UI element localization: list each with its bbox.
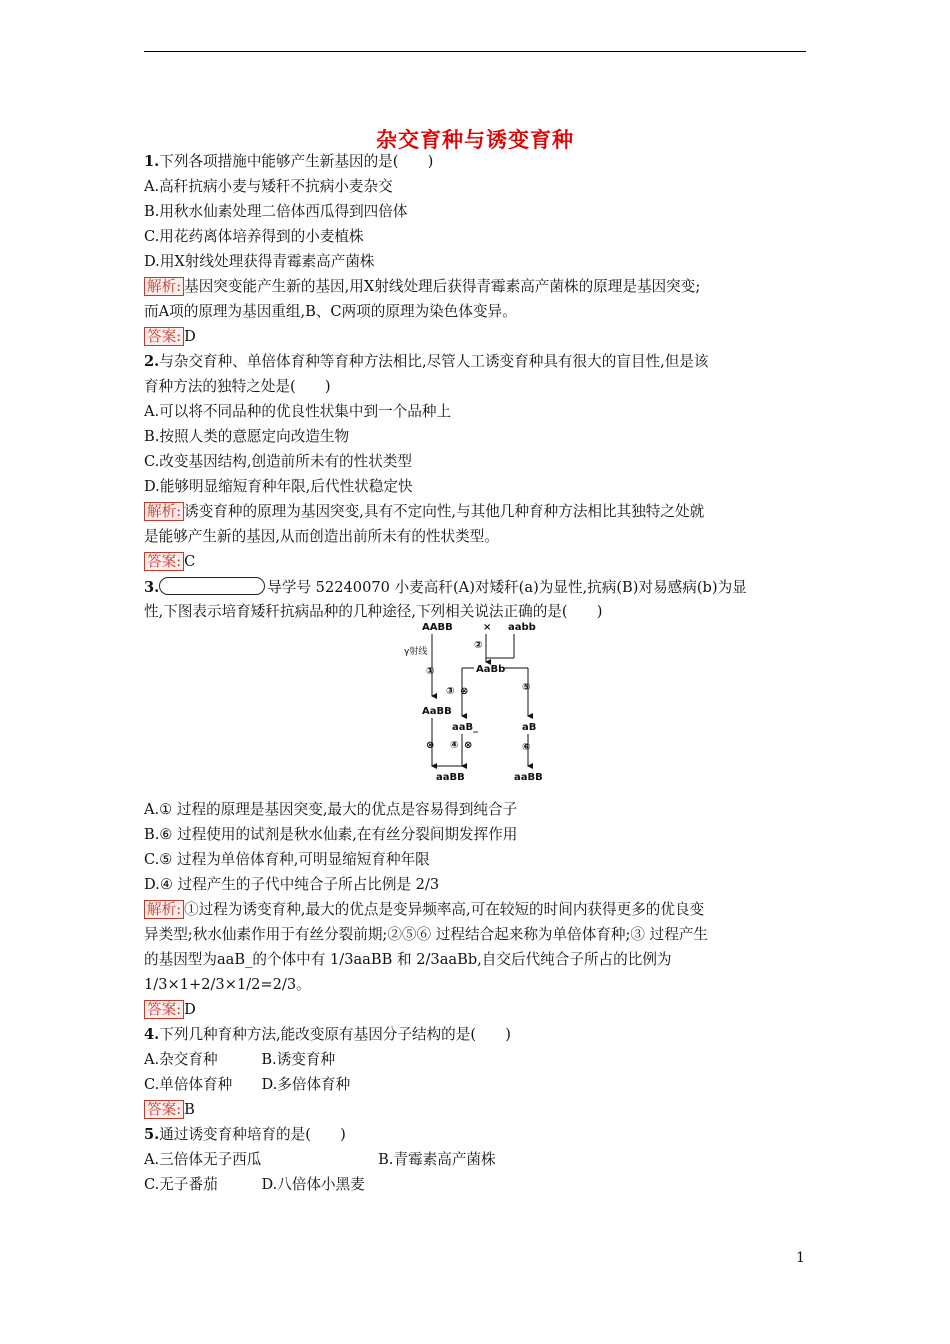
text-line (144, 302, 517, 322)
text-line (144, 527, 499, 547)
line-text: C.改变基因结构,创造前所未有的性状类型 (144, 453, 413, 470)
text-line (144, 875, 439, 895)
text-line (144, 800, 517, 820)
line-text: C.单倍体育种 D.多倍体育种 (144, 1076, 351, 1093)
answer-label: 答案: (144, 1000, 184, 1019)
line-text: 异类型;秋水仙素作用于有丝分裂前期;②⑤⑥ 过程结合起来称为单倍体育种;③ 过程产生 (144, 926, 709, 943)
text-line (144, 427, 349, 447)
page-title: 杂交育种与诱变育种 (376, 128, 574, 152)
text-line (144, 850, 430, 870)
text-line (144, 402, 451, 422)
text-line (144, 452, 412, 472)
line-text: A.杂交育种 B.诱变育种 (144, 1051, 336, 1068)
genotype-aab-partial: aaB_ (452, 722, 479, 733)
self-symbol-left: ⊗ (426, 740, 435, 751)
line-text: B.用秋水仙素处理二倍体西瓜得到四倍体 (144, 203, 408, 220)
genotype-f1: AaBb (476, 664, 506, 675)
text-line (144, 975, 311, 995)
line-text: C.用花药离体培养得到的小麦植株 (144, 228, 364, 245)
text-line (144, 477, 413, 497)
step-3-label: ③ (446, 686, 455, 697)
line-text: 导学号 52240070 小麦高秆(A)对矮秆(a)为显性,抗病(B)对易感病(b)为显 (267, 579, 747, 596)
line-text: 1/3×1+2/3×1/2=2/3。 (144, 976, 311, 993)
text-line (144, 1000, 196, 1020)
line-text: A.① 过程的原理是基因突变,最大的优点是容易得到纯合子 (144, 801, 518, 818)
line-text: A.高秆抗病小麦与矮秆不抗病小麦杂交 (144, 178, 393, 195)
answer-label: 答案: (144, 552, 184, 571)
line-text: C (184, 553, 196, 570)
line-text: 而A项的原理为基因重组,B、C两项的原理为染色体变异。 (144, 303, 517, 320)
text-line (144, 1175, 365, 1195)
line-text: ①过程为诱变育种,最大的优点是变异频率高,可在较短的时间内获得更多的优良变 (184, 901, 705, 918)
text-line (144, 950, 672, 970)
line-text: B (184, 1101, 195, 1118)
step-6-label: ⑥ (522, 742, 531, 753)
line-text: 下列各项措施中能够产生新基因的是( ) (159, 153, 434, 170)
question-number: 3. (144, 579, 160, 596)
text-line (144, 900, 704, 920)
text-line (144, 502, 704, 522)
line-text: D (184, 328, 196, 345)
genotype-aabb-parent: AABB (422, 622, 453, 633)
answer-label: 答案: (144, 1100, 184, 1119)
genotype-aabb-mutant: AaBB (422, 706, 452, 717)
self-symbol-3: ⊗ (460, 686, 469, 697)
line-text: A.可以将不同品种的优良性状集中到一个品种上 (144, 403, 452, 420)
text-line (144, 202, 407, 222)
text-line (144, 552, 195, 572)
line-text: 是能够产生新的基因,从而创造出前所未有的性状类型。 (144, 528, 499, 545)
genotype-ab: aB (522, 722, 537, 733)
analysis-label: 解析: (144, 502, 184, 521)
text-line (144, 1050, 335, 1070)
line-text: B.⑥ 过程使用的试剂是秋水仙素,在有丝分裂间期发挥作用 (144, 826, 518, 843)
line-text: B.按照人类的意愿定向改造生物 (144, 428, 350, 445)
text-line (144, 152, 433, 172)
step-1-label: ① (426, 666, 435, 677)
text-line (144, 352, 709, 372)
text-line (144, 277, 700, 297)
cross-symbol: × (483, 622, 492, 633)
question-number: 4. (144, 1026, 160, 1043)
text-line (144, 925, 708, 945)
question-number: 2. (144, 353, 160, 370)
step-5-label: ⑤ (522, 682, 531, 693)
line-text: D.④ 过程产生的子代中纯合子所占比例是 2/3 (144, 876, 440, 893)
line-text: C.⑤ 过程为单倍体育种,可明显缩短育种年限 (144, 851, 430, 868)
step-4-label: ④ (450, 740, 459, 751)
genotype-aabb-parent2: aabb (508, 622, 536, 633)
step-2-label: ② (474, 640, 483, 651)
line-text: 诱变育种的原理为基因突变,具有不定向性,与其他几种育种方法相比其独特之处就 (184, 503, 705, 520)
text-line (144, 327, 196, 347)
text-line (144, 825, 517, 845)
self-symbol-4: ⊗ (464, 740, 473, 751)
question-number: 1. (144, 153, 160, 170)
page-number: 1 (796, 1250, 805, 1266)
line-text: D (184, 1001, 196, 1018)
text-line (144, 227, 364, 247)
line-text: D.用X射线处理获得青霉素高产菌株 (144, 253, 375, 270)
genotype-aabb-result2: aaBB (514, 772, 543, 783)
text-line (144, 1075, 350, 1095)
line-text: 通过诱变育种培育的是( ) (159, 1126, 346, 1143)
text-line (144, 1100, 195, 1120)
line-text: 与杂交育种、单倍体育种等育种方法相比,尽管人工诱变育种具有很大的盲目性,但是该 (159, 353, 709, 370)
answer-label: 答案: (144, 327, 184, 346)
text-line (144, 252, 375, 272)
text-line (144, 1125, 346, 1145)
line-text: A.三倍体无子西瓜 B.青霉素高产菌株 (144, 1151, 496, 1168)
line-text: D.能够明显缩短育种年限,后代性状稳定快 (144, 478, 413, 495)
line-text: 下列几种育种方法,能改变原有基因分子结构的是( ) (159, 1026, 511, 1043)
analysis-label: 解析: (144, 900, 184, 919)
text-line (144, 1150, 496, 1170)
breeding-pathway-diagram (396, 618, 556, 786)
gamma-ray-label: γ射线 (404, 647, 428, 657)
line-text: C.无子番茄 D.八倍体小黑麦 (144, 1176, 365, 1193)
guide-number-badge (159, 577, 265, 595)
line-text: 育种方法的独特之处是( ) (144, 378, 331, 395)
text-line (144, 177, 393, 197)
text-line (144, 1025, 511, 1045)
line-text: 性,下图表示培育矮秆抗病品种的几种途径,下列相关说法正确的是( ) (144, 603, 603, 620)
genotype-aabb-result1: aaBB (436, 772, 465, 783)
text-line (144, 577, 747, 598)
text-line (144, 377, 331, 397)
line-text: 基因突变能产生新的基因,用X射线处理后获得青霉素高产菌株的原理是基因突变; (184, 278, 701, 295)
analysis-label: 解析: (144, 277, 184, 296)
header-rule (144, 51, 806, 52)
question-number: 5. (144, 1126, 160, 1143)
line-text: 的基因型为aaB_的个体中有 1/3aaBB 和 2/3aaBb,自交后代纯合子所占的比例为 (144, 951, 672, 968)
